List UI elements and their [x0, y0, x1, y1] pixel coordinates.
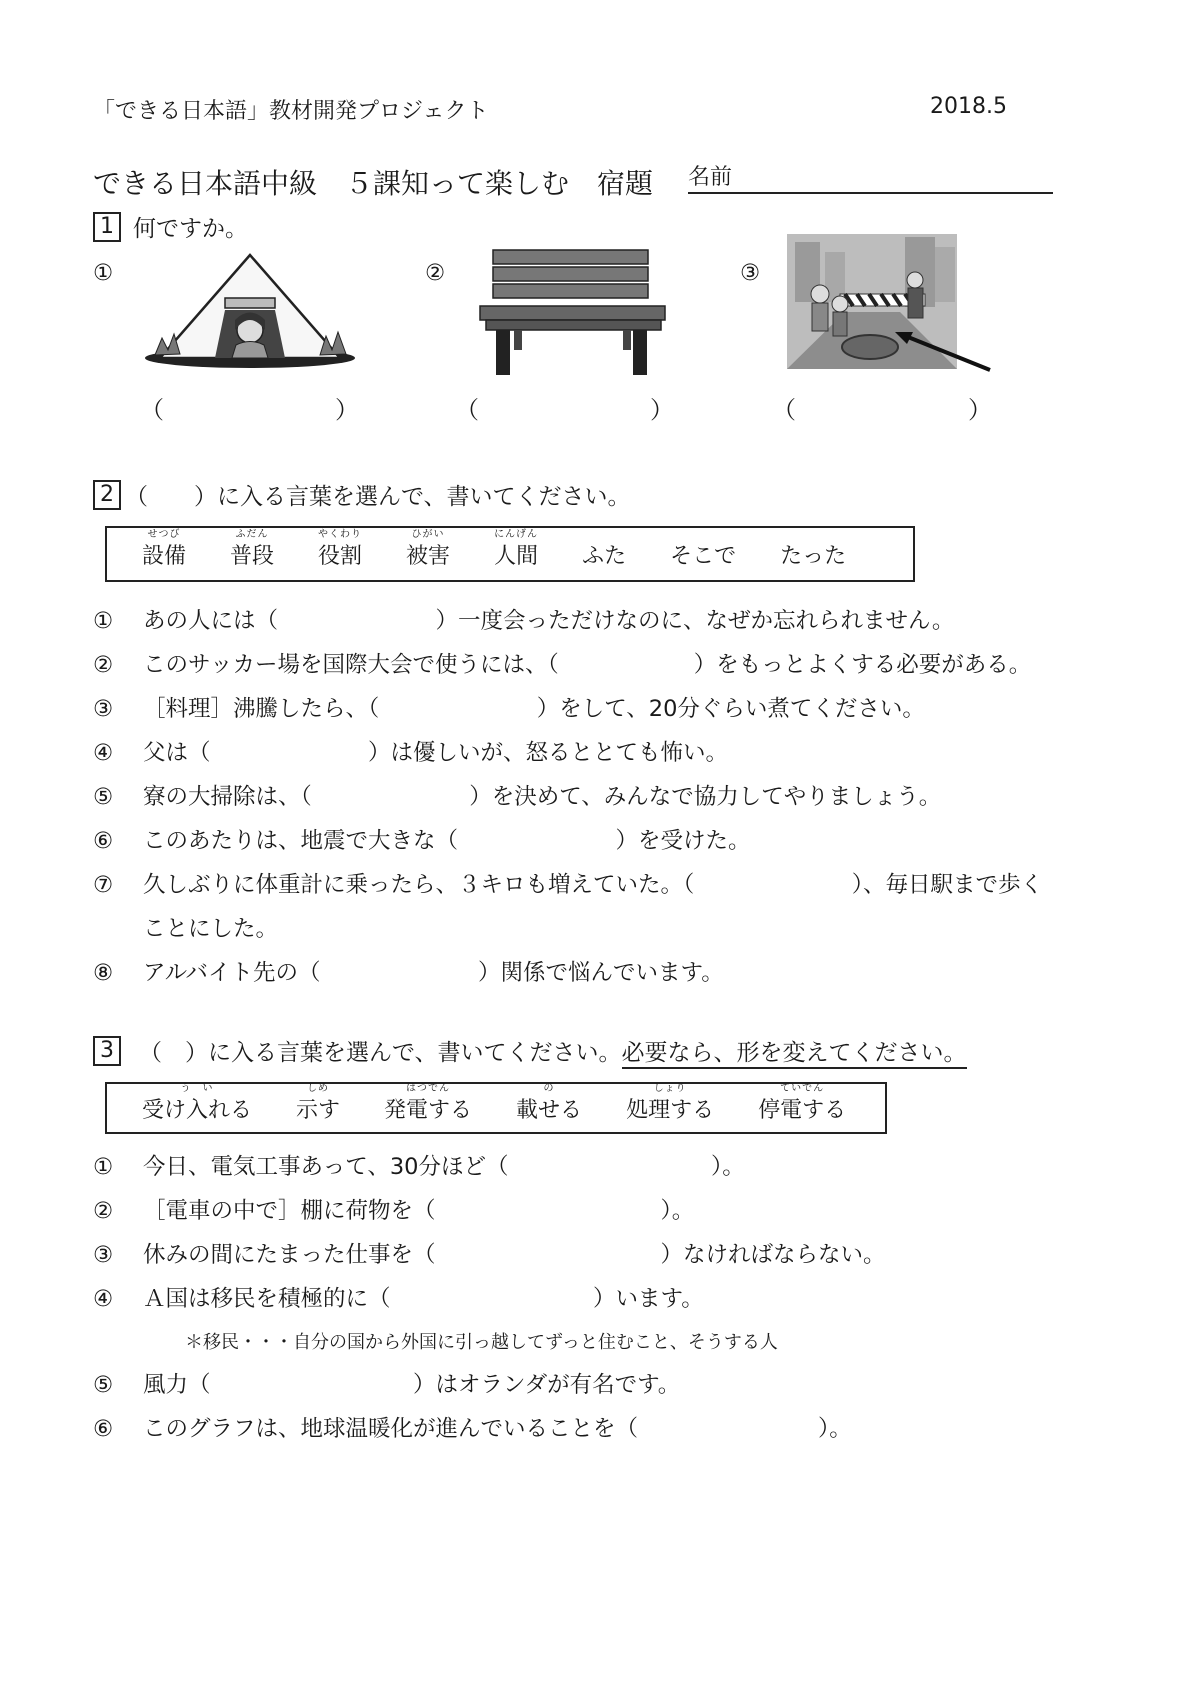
- page-title: できる日本語中級 ５課知って楽しむ 宿題: [93, 167, 654, 200]
- word-shori: しょり 処理する: [626, 1082, 715, 1123]
- section2-word-box: [105, 526, 915, 582]
- word-fudan: ふだん 普段: [230, 528, 275, 569]
- s2-question-6: ⑥ このあたりは、地震で大きな（ ）を受けた。: [93, 828, 751, 854]
- word-teiden: ていでん 停電する: [758, 1082, 847, 1123]
- s2-question-7: ⑦ 久しぶりに体重計に乗ったら、３キロも増えていた。（ ）、毎日駅まで歩く: [93, 872, 1044, 898]
- section2-number: 2: [93, 480, 121, 510]
- s3-note: ＊移民・・・自分の国から外国に引っ越してずっと住むこと、そうする人: [185, 1332, 778, 1353]
- word-futa: ふた: [582, 543, 627, 569]
- section1-number: 1: [93, 212, 121, 242]
- item3-answer-open[interactable]: （: [772, 396, 796, 424]
- section2-instruction: （ ）に入る言葉を選んで、書いてください。: [125, 484, 631, 510]
- word-tatta: たった: [780, 543, 847, 569]
- road-construction-icon: [785, 232, 1000, 382]
- s3-question-1: ① 今日、電気工事あって、30分ほど（ ）。: [93, 1154, 745, 1180]
- tent-icon: [140, 250, 360, 375]
- item3-answer-close: ）: [968, 396, 992, 424]
- s2-question-5: ⑤ 寮の大掃除は、（ ）を決めて、みんなで協力してやりましょう。: [93, 784, 942, 810]
- s3-question-5: ⑤ 風力（ ）はオランダが有名です。: [93, 1372, 681, 1398]
- s3-question-2: ② ［電車の中で］棚に荷物を（ ）。: [93, 1198, 695, 1224]
- section1-heading: [93, 210, 248, 243]
- word-setsubi: せつび 設備: [142, 528, 187, 569]
- s2-question-1: ① あの人には（ ）一度会っただけなのに、なぜか忘れられません。: [93, 608, 955, 634]
- section1-instruction: 何ですか。: [133, 216, 248, 242]
- item1-answer-close: ）: [335, 396, 359, 424]
- section3-instruction: （ ）に入る言葉を選んで、書いてください。: [139, 1040, 622, 1066]
- item2-answer-open[interactable]: （: [455, 396, 479, 424]
- word-yakuwari: やくわり 役割: [318, 528, 363, 569]
- s2-question-8: ⑧ アルバイト先の（ ）関係で悩んでいます。: [93, 960, 724, 986]
- s3-question-6: ⑥ このグラフは、地球温暖化が進んでいることを（ ）。: [93, 1416, 852, 1442]
- s2-question-2: ② このサッカー場を国際大会で使うには、（ ）をもっとよくする必要がある。: [93, 652, 1032, 678]
- name-field[interactable]: [688, 162, 1053, 194]
- word-sokode: そこで: [670, 543, 737, 569]
- item2-answer-close: ）: [650, 396, 674, 424]
- item1-answer-open[interactable]: （: [140, 396, 164, 424]
- word-ukeireru: う い 受け入れる: [142, 1082, 253, 1123]
- section3-number: 3: [93, 1036, 121, 1066]
- section3-word-box: [105, 1082, 887, 1134]
- s2-question-4: ④ 父は（ ）は優しいが、怒るととても怖い。: [93, 740, 729, 766]
- s2-question-3: ③ ［料理］沸騰したら、（ ）をして、20分ぐらい煮てください。: [93, 696, 925, 722]
- word-noseru: の 載せる: [516, 1082, 583, 1123]
- header-date: 2018.5: [930, 94, 1007, 119]
- section2-heading: [93, 478, 631, 511]
- item2-number: ②: [425, 260, 446, 286]
- word-higai: ひがい 被害: [406, 528, 451, 569]
- word-hatsuden: はつでん 発電する: [384, 1082, 473, 1123]
- item3-number: ③: [740, 260, 761, 286]
- s3-question-3: ③ 休みの間にたまった仕事を（ ）なければならない。: [93, 1242, 886, 1268]
- section3-heading: [93, 1034, 967, 1067]
- section3-instruction-underlined: 必要なら、形を変えてください。: [622, 1040, 967, 1069]
- name-label: 名前: [688, 165, 733, 190]
- s2-question-7-cont: ことにした。: [143, 916, 279, 942]
- header-project-name: 「できる日本語」教材開発プロジェクト: [93, 99, 489, 124]
- item1-number: ①: [93, 260, 114, 286]
- s3-question-4: ④ Ａ国は移民を積極的に（ ）います。: [93, 1286, 704, 1312]
- word-shimesu: しめ 示す: [296, 1082, 341, 1123]
- bench-icon: [478, 248, 668, 378]
- word-ningen: にんげん 人間: [494, 528, 539, 569]
